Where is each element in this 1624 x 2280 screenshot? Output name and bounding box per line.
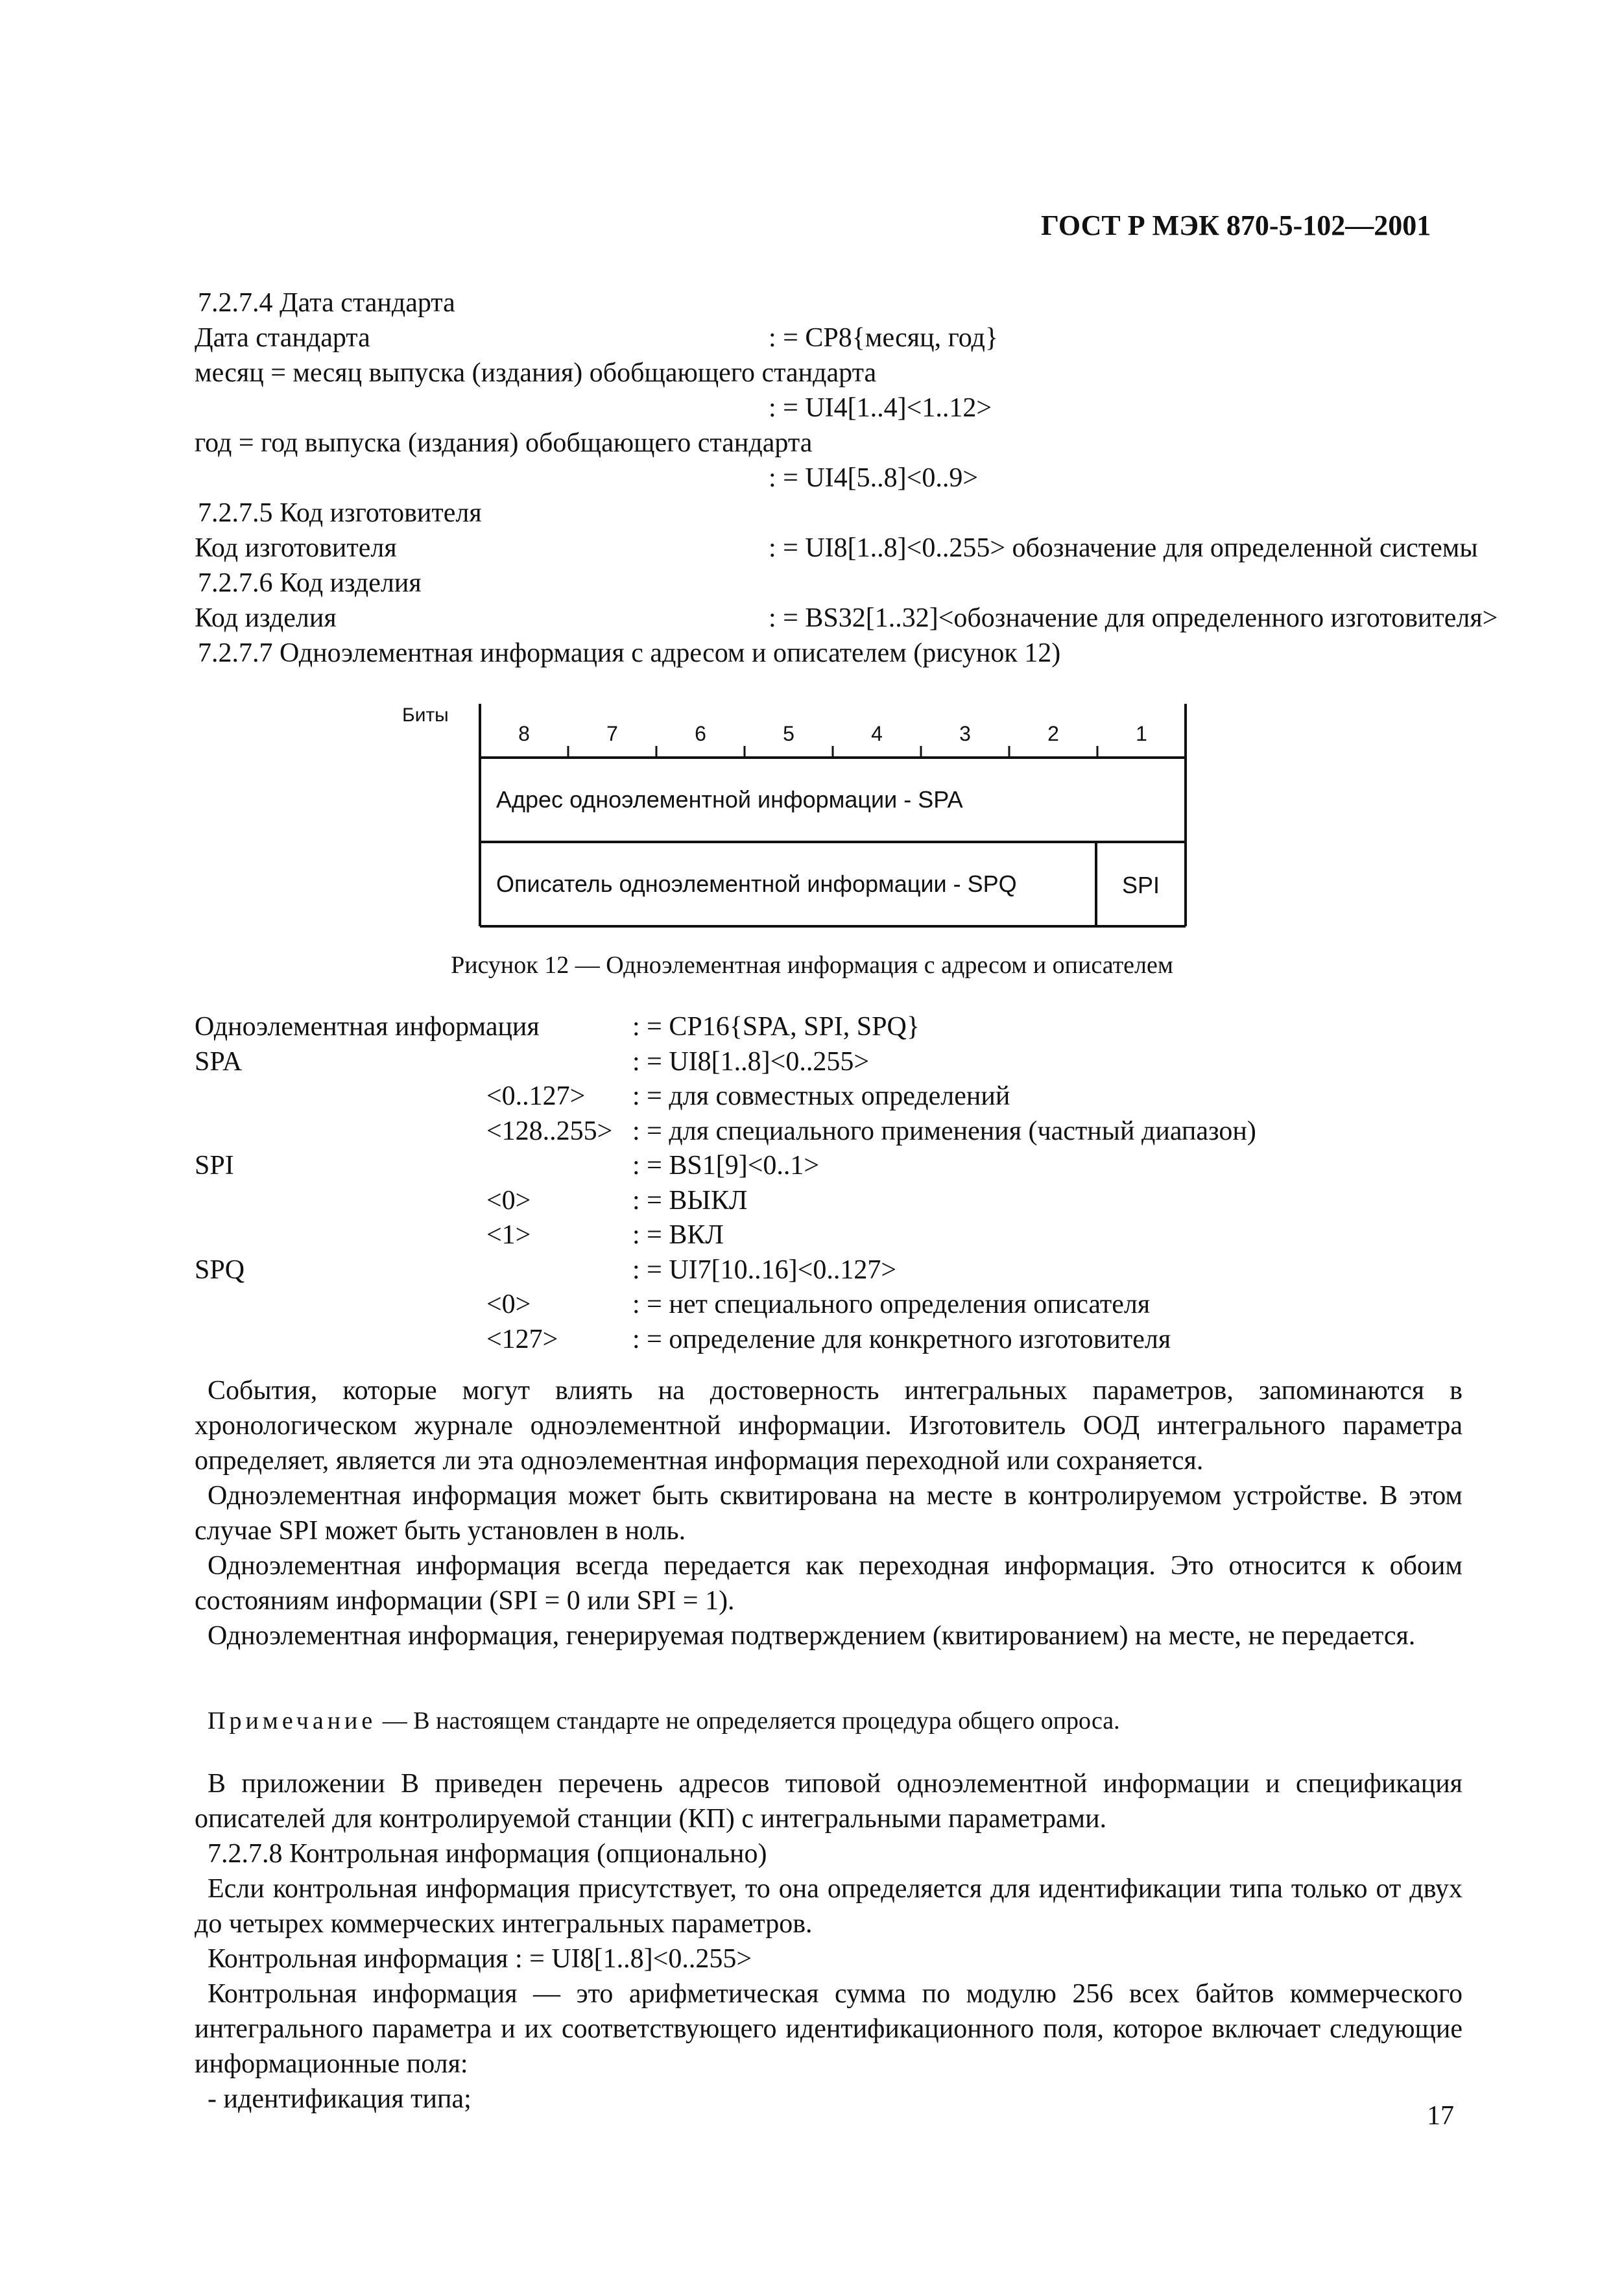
definition-row	[195, 1323, 1463, 1358]
page-number: 17	[1427, 2101, 1454, 2131]
definition-row	[195, 1010, 1463, 1045]
document-id: ГОСТ Р МЭК 870-5-102—2001	[1041, 210, 1431, 241]
def-range: <127>	[486, 1324, 558, 1354]
definition-row	[195, 1114, 1463, 1149]
def-line: год = год выпуска (издания) обобщающего стандарта	[195, 428, 813, 458]
bits-label: Биты	[402, 704, 449, 726]
def-value: : = UI4[5..8]<0..9>	[769, 463, 979, 493]
paragraph: Одноэлементная информация может быть сквитирована на месте в контролируемом устройстве. В этом случае SPI может быть установлен в ноль.	[195, 1481, 1463, 1546]
def-value: : = ВКЛ	[632, 1220, 724, 1250]
section-7277-heading: 7.2.7.7 Одноэлементная информация с адресом и описателем (рисунок 12)	[198, 638, 1061, 668]
definition-row	[195, 1253, 1463, 1288]
definition-row	[195, 1218, 1463, 1253]
def-line: месяц = месяц выпуска (издания) обобщающего стандарта	[195, 358, 877, 388]
def-value: : = UI4[1..4]<1..12>	[769, 393, 992, 423]
definition-row	[195, 1149, 1463, 1184]
def-name: SPA	[195, 1046, 243, 1077]
def-label: Дата стандарта	[195, 323, 370, 353]
definition-row	[195, 1079, 1463, 1114]
def-value: : = для специального применения (частный диапазон)	[632, 1116, 1256, 1146]
bit-number: 5	[783, 722, 794, 745]
section-7276-heading: 7.2.7.6 Код изделия	[198, 568, 422, 598]
paragraph: Если контрольная информация присутствует, то она определяется для идентификации типа только от двух до четырех коммерческих интегральных параметров.	[195, 1874, 1463, 1939]
paragraph: Одноэлементная информация, генерируемая подтверждением (квитированием) на месте, не передается.	[208, 1621, 1416, 1651]
bit-number: 2	[1047, 722, 1059, 745]
spq-label: Описатель одноэлементной информации - SPQ	[496, 870, 1017, 897]
def-value: : = для совместных определений	[632, 1081, 1010, 1111]
def-range: <0..127>	[486, 1081, 586, 1111]
def-name: Одноэлементная информация	[195, 1012, 540, 1042]
def-range: <0>	[486, 1185, 531, 1216]
def-value: : = UI8[1..8]<0..255> обозначение для определенной системы	[769, 533, 1478, 563]
section-7275-heading: 7.2.7.5 Код изготовителя	[198, 498, 482, 528]
paragraph: События, которые могут влиять на достоверность интегральных параметров, запоминаются в хронологическом журнале одноэлементной информации. Изготовитель ООД интегрального параметра определяет, является ли эта одноэлементная информация переходной или сохраняется.	[195, 1376, 1463, 1476]
def-value: : = CP8{месяц, год}	[769, 323, 999, 353]
paragraph: Контрольная информация — это арифметическая сумма по модулю 256 всех байтов коммерческого интегрального параметра и их соответствующего идентификационного поля, которое включает следующие информационные поля:	[195, 1979, 1463, 2079]
note-label: Примечание	[208, 1707, 377, 1734]
list-item: - идентификация типа;	[208, 2084, 472, 2114]
def-value: : = UI7[10..16]<0..127>	[632, 1254, 897, 1285]
spi-label: SPI	[1121, 872, 1160, 898]
definition-row	[195, 1288, 1463, 1323]
note	[208, 1705, 1463, 1737]
def-value: : = BS1[9]<0..1>	[632, 1151, 820, 1181]
def-range: <0>	[486, 1290, 531, 1319]
bit-number: 4	[871, 722, 883, 745]
definition-row	[195, 1045, 1463, 1080]
def-name: SPI	[195, 1151, 234, 1181]
note-text: — В настоящем стандарте не определяется процедура общего опроса.	[376, 1707, 1120, 1734]
def-label: Код изделия	[195, 603, 337, 633]
def-value: : = нет специального определения описателя	[632, 1290, 1151, 1319]
spa-label: Адрес одноэлементной информации - SPA	[496, 786, 963, 813]
def-value: : = UI8[1..8]<0..255>	[632, 1046, 870, 1077]
def-range: <128..255>	[486, 1116, 613, 1146]
bit-number: 1	[1136, 722, 1147, 745]
bit-number: 8	[518, 722, 530, 745]
def-name: SPQ	[195, 1254, 245, 1285]
def-label: Код изготовителя	[195, 533, 397, 563]
bit-number: 7	[606, 722, 618, 745]
def-range: <1>	[486, 1220, 531, 1250]
bit-number: 3	[959, 722, 971, 745]
section-7278-heading: 7.2.7.8 Контрольная информация (опционально)	[208, 1839, 767, 1869]
definition-row	[195, 1184, 1463, 1219]
definition-list	[195, 1010, 1463, 1357]
paragraph: В приложении В приведен перечень адресов типовой одноэлементной информации и спецификация описателей для контролируемой станции (КП) с интегральными параметрами.	[195, 1769, 1463, 1834]
def-value: : = CP16{SPA, SPI, SPQ}	[632, 1012, 920, 1042]
def-value: : = определение для конкретного изготовителя	[632, 1324, 1171, 1354]
section-7274-heading: 7.2.7.4 Дата стандарта	[198, 288, 455, 318]
bit-number: 6	[695, 722, 706, 745]
figure-caption: Рисунок 12 — Одноэлементная информация с адресом и описателем	[451, 952, 1173, 979]
def-value: : = ВЫКЛ	[632, 1185, 748, 1216]
paragraph: Контрольная информация : = UI8[1..8]<0..255>	[208, 1944, 752, 1974]
paragraph: Одноэлементная информация всегда передается как переходная информация. Это относится к обоим состояниям информации (SPI = 0 или SPI = 1).	[195, 1551, 1463, 1616]
def-value: : = BS32[1..32]<обозначение для определенного изготовителя>	[769, 603, 1498, 633]
